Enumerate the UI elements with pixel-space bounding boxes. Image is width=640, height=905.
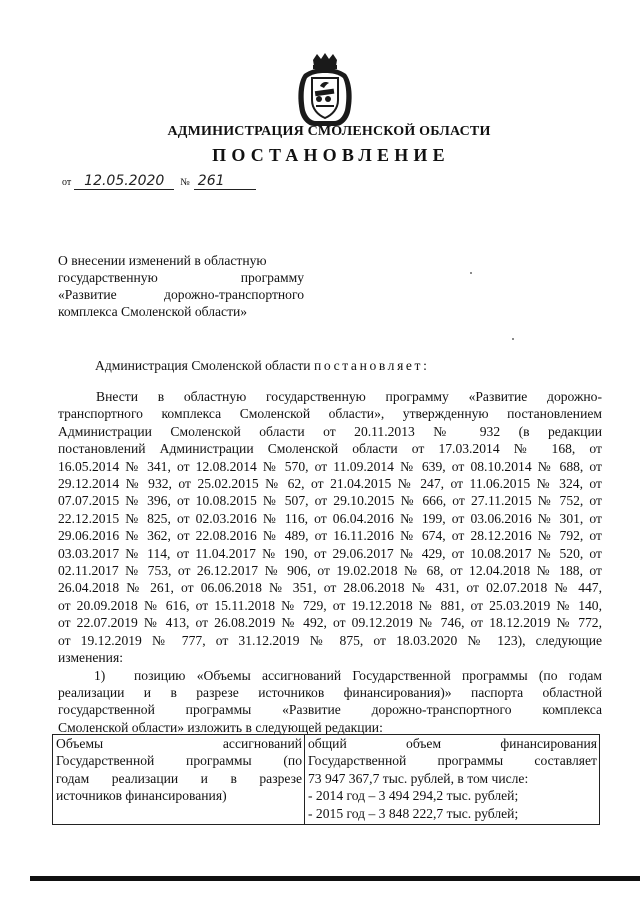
subject-line: «Развитие дорожно-транспортного bbox=[58, 287, 304, 302]
table-cell-line: Государственной программы составляет bbox=[308, 753, 597, 769]
preamble bbox=[95, 358, 429, 374]
table-cell-line: источников финансирования) bbox=[56, 788, 227, 804]
subject-line: О внесении изменений в областную bbox=[58, 253, 267, 268]
item-text: позицию «Объемы ассигнований Государственной программы (по годам bbox=[134, 667, 602, 683]
scan-speck bbox=[512, 338, 514, 340]
item-line: реализации и в разрезе источников финансирования)» паспорта областной bbox=[58, 684, 602, 700]
item-line: Смоленской области» изложить в следующей редакции: bbox=[58, 719, 383, 735]
funding-table bbox=[52, 734, 600, 825]
body-line: Администрации Смоленской области от 20.11.2013 № 932 (в редакции bbox=[58, 423, 602, 439]
table-cell-line: Государственной программы (по bbox=[56, 753, 302, 769]
preamble-resolves: постановляет: bbox=[313, 358, 430, 373]
subject-line: государственную программу bbox=[58, 270, 304, 285]
body-line: 03.03.2017 № 114, от 11.04.2017 № 190, от 29.06.2017 № 429, от 10.08.2017 № 520, от bbox=[58, 545, 602, 561]
document-type-title: ПОСТАНОВЛЕНИЕ bbox=[212, 145, 450, 165]
organization-name: АДМИНИСТРАЦИЯ СМОЛЕНСКОЙ ОБЛАСТИ bbox=[167, 124, 491, 139]
table-cell-line: Объемы ассигнований bbox=[56, 736, 302, 751]
table-cell-line: годам реализации и в разрезе bbox=[56, 770, 302, 786]
preamble-text: Администрация Смоленской области bbox=[95, 358, 311, 373]
body-line: 29.06.2016 № 362, от 22.08.2016 № 489, от 16.11.2016 № 674, от 28.12.2016 № 792, от bbox=[58, 528, 602, 544]
document-body bbox=[58, 388, 602, 736]
body-line: транспортного комплекса Смоленской области», утвержденную постановлением bbox=[58, 406, 602, 422]
number-label: № bbox=[180, 177, 190, 188]
body-line: от 20.09.2018 № 616, от 15.11.2018 № 729, от 19.12.2018 № 881, от 25.03.2019 № 140, bbox=[58, 597, 602, 613]
body-line: 07.07.2015 № 396, от 10.08.2015 № 507, от 29.10.2015 № 666, от 27.11.2015 № 752, от bbox=[58, 493, 602, 509]
body-line: от 19.12.2019 № 777, от 31.12.2019 № 875, от 18.03.2020 № 123), следующие bbox=[58, 632, 602, 648]
scan-speck bbox=[470, 272, 472, 274]
body-line: 26.04.2018 № 261, от 06.06.2018 № 351, от 28.06.2018 № 431, от 02.07.2018 № 447, bbox=[58, 580, 602, 596]
body-line: 16.05.2014 № 341, от 12.08.2014 № 570, от 11.09.2014 № 639, от 08.10.2014 № 688, от bbox=[58, 458, 602, 474]
table-cell-line: - 2014 год – 3 494 294,2 тыс. рублей; bbox=[308, 788, 519, 804]
table-cell-label bbox=[53, 735, 305, 825]
table-cell-line: - 2015 год – 3 848 222,7 тыс. рублей; bbox=[308, 805, 519, 821]
table-cell-line: 73 947 367,7 тыс. рублей, в том числе: bbox=[308, 770, 529, 786]
document-subject bbox=[58, 252, 304, 320]
page-bottom-border bbox=[30, 876, 640, 881]
body-line: постановлений Администрации Смоленской области от 17.03.2014 № 168, от bbox=[58, 441, 602, 457]
table-cell-value bbox=[305, 735, 600, 825]
body-line: от 22.07.2019 № 413, от 26.08.2019 № 492, от 09.12.2019 № 746, от 18.12.2019 № 772, bbox=[58, 615, 602, 631]
body-line: 29.12.2014 № 932, от 25.02.2015 № 62, от 21.04.2015 № 247, от 11.06.2015 № 324, от bbox=[58, 476, 602, 492]
item-number: 1) bbox=[94, 667, 106, 683]
number-value: 261 bbox=[197, 173, 225, 189]
body-line: Внести в областную государственную программу «Развитие дорожно- bbox=[96, 389, 602, 404]
table-row bbox=[53, 735, 600, 825]
smolensk-coat-of-arms-icon bbox=[294, 52, 356, 130]
subject-line: комплекса Смоленской области» bbox=[58, 304, 248, 319]
body-line: изменения: bbox=[58, 650, 123, 666]
date-value: 12.05.2020 bbox=[84, 173, 165, 189]
item-line: государственной программы «Развитие дорожно-транспортного комплекса bbox=[58, 702, 602, 718]
table-cell-line: общий объем финансирования bbox=[308, 736, 597, 751]
date-number-line bbox=[62, 173, 256, 190]
body-line: 02.11.2017 № 753, от 26.12.2017 № 906, от 19.02.2018 № 68, от 12.04.2018 № 188, от bbox=[58, 563, 602, 579]
body-line: 22.12.2015 № 825, от 02.03.2016 № 116, от 06.04.2016 № 199, от 03.06.2016 № 301, от bbox=[58, 510, 602, 526]
item-line bbox=[58, 667, 602, 684]
date-label: от bbox=[62, 177, 72, 188]
